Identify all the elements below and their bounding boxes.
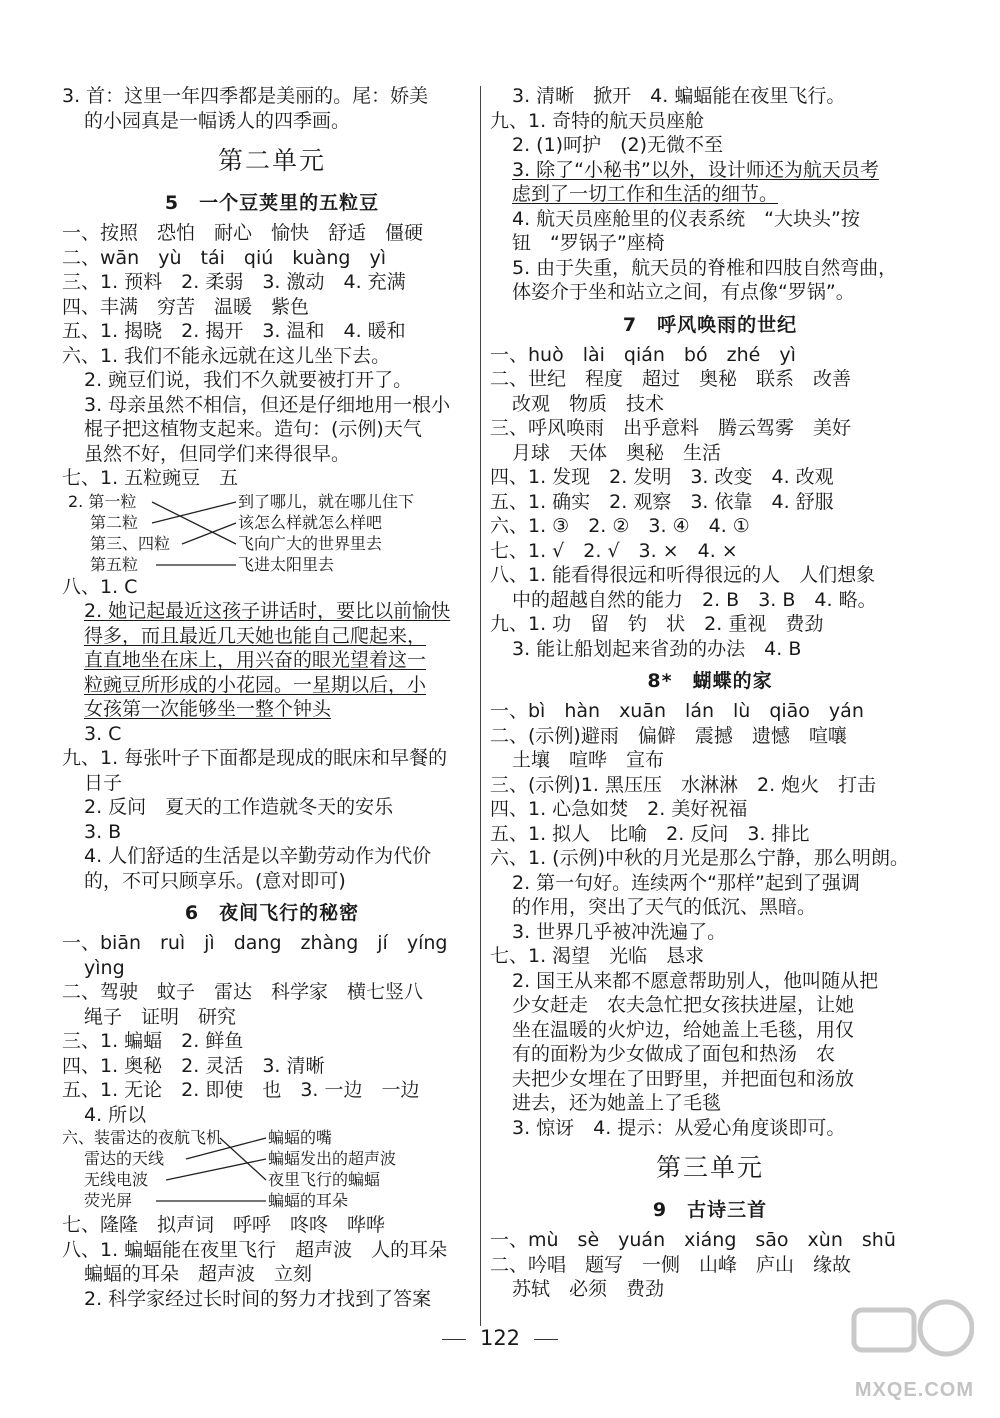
answer-line: 一、bì hàn xuān lán lù qiāo yán: [490, 700, 864, 722]
answer-line: 七、1. 五粒豌豆 五: [62, 467, 239, 489]
answer-line: 苏轼 必须 费劲: [512, 1278, 665, 1300]
answer-line: 夫把少女埋在了田野里，并把面包和汤放: [512, 1067, 855, 1090]
answer-line: 2. 豌豆们说，我们不久就要被打开了。: [84, 369, 413, 391]
answer-line: 的，不可只顾享乐。(意对即可): [84, 869, 346, 892]
answer-line: 钮 “罗锅子”座椅: [512, 232, 665, 254]
underlined-answer-line: 虑到了一切工作和生活的细节。: [512, 183, 779, 205]
answer-line: 二、wān yù tái qiú kuàng yì: [62, 246, 386, 269]
answer-line: 三、(示例)1. 黑压压 水淋淋 2. 炮火 打击: [490, 773, 877, 796]
answer-line: 3. C: [84, 722, 122, 745]
match-right-item: 蝙蝠的嘴: [268, 1128, 333, 1147]
answer-line: 土壤 喧哗 宣布: [512, 749, 665, 771]
match-left-item: 第五粒: [90, 554, 139, 574]
answer-line: 2. (1)呵护 (2)无微不至: [512, 134, 723, 156]
answer-line: 一、按照 恐怕 耐心 愉快 舒适 僵硬: [62, 222, 424, 244]
answer-line: 四、丰满 穷苦 温暖 紫色: [62, 295, 310, 318]
match-right-item: 夜里飞行的蝙蝠: [268, 1170, 381, 1189]
matching-exercise-5: [62, 491, 482, 575]
text-line: 3. 首：这里一年四季都是美丽的。尾：娇美: [62, 85, 429, 107]
answer-line: 一、mù sè yuán xiáng sāo xùn shū: [490, 1229, 896, 1251]
answer-line: 九、1. 功 留 钓 状 2. 重视 费劲: [490, 613, 824, 635]
answer-line: 的作用，突出了天气的低沉、黑暗。: [512, 896, 817, 918]
answer-line: 五、1. 揭晓 2. 揭开 3. 温和 4. 暖和: [62, 320, 406, 342]
answer-line: 2. 科学家经过长时间的努力才找到了答案: [84, 1287, 432, 1310]
page-number-dash: [442, 1339, 466, 1340]
answer-line: 少女赶走 农夫急忙把女孩扶进屋，让她: [512, 994, 855, 1016]
matching-exercise-6: [62, 1127, 482, 1213]
match-left-item: 雷达的天线: [84, 1149, 165, 1168]
match-left-item: 第二粒: [90, 512, 139, 532]
answer-line: 虽然不好，但同学们来得很早。: [84, 442, 351, 465]
answer-line: 四、1. 发现 2. 发明 3. 改变 4. 改观: [490, 466, 834, 488]
match-line: [152, 502, 236, 523]
lesson-title: 6 夜间飞行的秘密: [184, 902, 360, 924]
answer-line: 六、1. (示例)中秋的月光是那么宁静，那么明朗。: [490, 847, 909, 869]
answer-line: 3. 惊讶 4. 提示：从爱心角度谈即可。: [512, 1116, 846, 1139]
answer-line: 月球 天体 奥秘 生活: [512, 441, 722, 464]
match-line: [186, 1138, 266, 1159]
underlined-answer-line: 3. 除了“小秘书”以外，设计师还为航天员考: [512, 158, 879, 181]
answer-line: 中的超越自然的能力 2. B 3. B 4. 略。: [512, 588, 877, 611]
answer-line: 4. 航天员座舱里的仪表系统 “大块头”按: [512, 207, 860, 230]
answer-line: 四、1. 心急如焚 2. 美好祝福: [490, 798, 748, 820]
answer-line: 六、1. 我们不能永远就在这儿坐下去。: [62, 344, 391, 367]
lesson-title: 9 古诗三首: [652, 1199, 768, 1221]
match-left-item: 荧光屏: [84, 1191, 133, 1210]
match-right-item: 蝙蝠发出的超声波: [268, 1149, 397, 1168]
answer-line: 蝙蝠的耳朵 超声波 立刻: [84, 1263, 313, 1285]
match-right-item: 该怎么样就怎么样吧: [238, 512, 383, 532]
match-left-item: 六、装雷达的夜航飞机: [62, 1128, 223, 1147]
answer-line: 4. 所以: [84, 1103, 147, 1126]
answer-line: yìng: [84, 956, 125, 979]
right-column: [490, 84, 930, 1302]
answer-line: 九、1. 每张叶子下面都是现成的眠床和早餐的: [62, 747, 448, 769]
match-right-item: 到了哪儿，就在哪儿住下: [238, 491, 415, 511]
underlined-answer-line: 得多，而且最近几天她也能自己爬起来，: [84, 624, 427, 647]
answer-line: 三、1. 预料 2. 柔弱 3. 激动 4. 充满: [62, 271, 406, 293]
text-line: 的小园真是一幅诱人的四季画。: [84, 109, 351, 132]
answer-line: 3. 母亲虽然不相信，但还是仔细地用一根小: [84, 393, 451, 416]
match-right-item: 飞进太阳里去: [238, 554, 335, 574]
answer-line: 九、1. 奇特的航天员座舱: [490, 109, 705, 132]
answer-line: 一、huò lài qián bó zhé yì: [490, 343, 796, 366]
answer-line: 2. 反问 夏天的工作造就冬天的安乐: [84, 796, 394, 818]
answer-line: 3. 清晰 掀开 4. 蝙蝠能在夜里飞行。: [512, 85, 846, 107]
answer-line: 二、世纪 程度 超过 奥秘 联系 改善: [490, 368, 852, 390]
answer-line: 4. 人们舒适的生活是以辛勤劳动作为代价: [84, 845, 432, 867]
answer-line: 五、1. 无论 2. 即使 也 3. 一边 一边: [62, 1079, 420, 1101]
match-right-item: 飞向广大的世界里去: [238, 533, 383, 553]
answer-line: 七、1. 渴望 光临 恳求: [490, 945, 705, 967]
answer-line: 3. B: [84, 820, 122, 843]
answer-line: 八、1. C: [62, 575, 138, 598]
watermark-logo: [834, 1292, 974, 1402]
left-column: [62, 84, 482, 1311]
unit-heading: 第三单元: [655, 1153, 764, 1182]
answer-line: 二、吟唱 题写 一侧 山峰 庐山 缘故: [490, 1253, 852, 1276]
answer-line: 二、(示例)避雨 偏僻 震撼 遗憾 喧嚷: [490, 724, 847, 747]
page-number-text: 122: [479, 1326, 521, 1350]
underlined-answer-line: 女孩第一次能够坐一整个钟头: [84, 698, 332, 720]
match-lines: [62, 491, 482, 575]
answer-line: 绳子 证明 研究: [84, 1005, 237, 1028]
answer-line: 改观 物质 技术: [512, 392, 665, 415]
watermark-emblem-icon: [834, 1292, 974, 1372]
unit-heading: 第二单元: [217, 146, 326, 175]
answer-line: 四、1. 奥秘 2. 灵活 3. 清晰: [62, 1054, 325, 1077]
answer-line: 三、呼风唤雨 出乎意料 腾云驾雾 美好: [490, 417, 852, 439]
page-number-dash: [534, 1339, 558, 1340]
answer-line: 三、1. 蝙蝠 2. 鲜鱼: [62, 1030, 244, 1052]
match-left-item: 2. 第一粒: [68, 491, 137, 511]
lesson-title: 7 呼风唤雨的世纪: [622, 313, 798, 336]
match-line: [152, 502, 236, 544]
answer-line: 2. 国王从来都不愿意帮助别人，他叫随从把: [512, 969, 879, 992]
answer-line: 七、1. √ 2. √ 3. × 4. ×: [490, 539, 738, 562]
answer-line: 五、1. 拟人 比喻 2. 反问 3. 排比: [490, 822, 810, 845]
underlined-answer-line: 粒豌豆所形成的小花园。一星期以后，小: [84, 673, 427, 696]
match-line: [182, 523, 236, 544]
answer-line: 棍子把这植物支起来。造句：(示例)天气: [84, 418, 422, 440]
underlined-answer-line: 2. 她记起最近这孩子讲话时，要比以前愉快: [84, 600, 451, 622]
match-lines: [62, 1127, 482, 1213]
answer-line: 3. 能让船划起来省劲的办法 4. B: [512, 637, 802, 660]
answer-line: 坐在温暖的火炉边，给她盖上毛毯，用仅: [512, 1018, 855, 1041]
answer-line: 二、驾驶 蚊子 雷达 科学家 横七竖八: [62, 981, 424, 1003]
answer-line: 七、隆隆 拟声词 呼呼 咚咚 哗哗: [62, 1214, 386, 1236]
answer-line: 有的面粉为少女做成了面包和热汤 农: [512, 1043, 836, 1065]
match-line: [166, 1159, 266, 1180]
match-right-item: 蝙蝠的耳朵: [268, 1191, 349, 1210]
answer-line: 五、1. 确实 2. 观察 3. 依靠 4. 舒服: [490, 490, 834, 513]
answer-line: 进去，还为她盖上了毛毯: [512, 1092, 722, 1114]
answer-line: 2. 第一句好。连续两个“那样”起到了强调: [512, 871, 860, 894]
answer-line: 3. 世界几乎被冲洗遍了。: [512, 920, 727, 943]
answer-line: 八、1. 蝙蝠能在夜里飞行 超声波 人的耳朵: [62, 1238, 448, 1261]
lesson-title: 8* 蝴蝶的家: [647, 670, 773, 692]
answer-line: 5. 由于失重，航天员的脊椎和四肢自然弯曲，: [512, 256, 898, 279]
answer-line: 日子: [84, 771, 123, 794]
answer-line: 六、1. ③ 2. ② 3. ④ 4. ①: [490, 515, 750, 537]
underlined-answer-line: 直直地坐在床上，用兴奋的眼光望着这一: [84, 649, 427, 671]
watermark-text: MXQE.COM: [854, 1379, 974, 1401]
answer-line: 八、1. 能看得很远和听得很远的人 人们想象: [490, 564, 876, 586]
match-left-item: 第三、四粒: [90, 533, 171, 553]
answer-line: 体姿介于坐和站立之间，有点像“罗锅”。: [512, 281, 855, 303]
match-left-item: 无线电波: [84, 1170, 149, 1189]
answer-line: 一、biān ruì jì dang zhàng jí yíng: [62, 932, 448, 954]
lesson-title: 5 一个豆荚里的五粒豆: [164, 192, 380, 214]
